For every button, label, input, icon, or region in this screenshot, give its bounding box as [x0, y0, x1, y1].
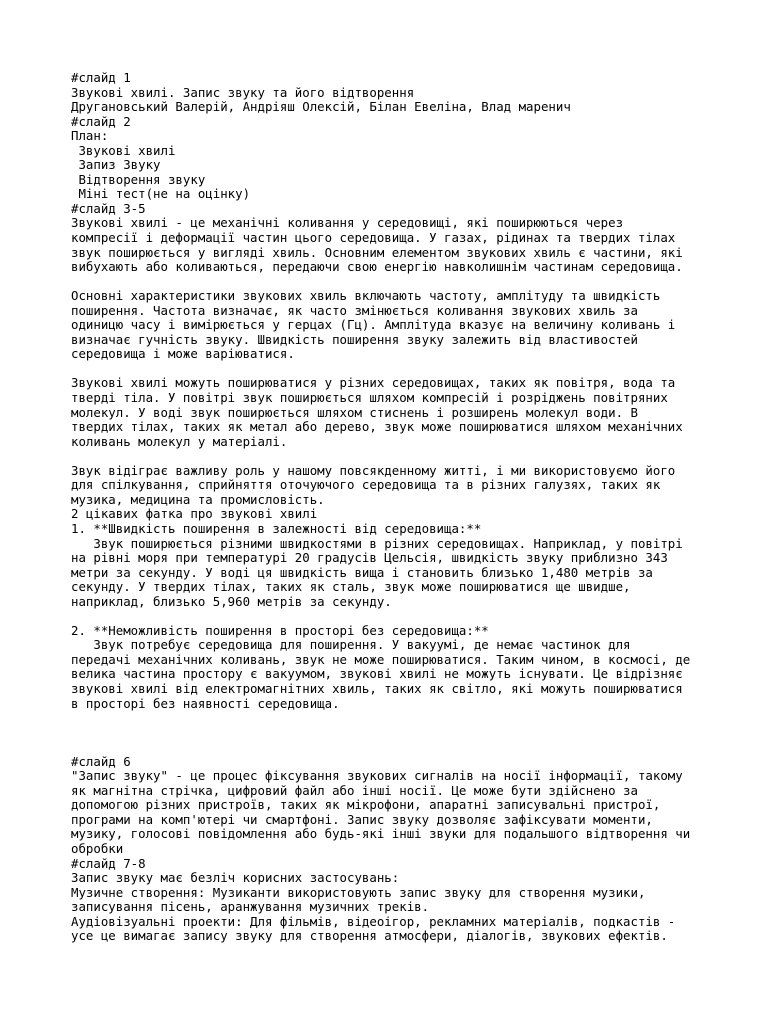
text-line: звукові хвилі від електромагнітних хвиль, таких як світло, які можуть поширюватися: [71, 680, 683, 696]
text-line: тверді тіла. У повітрі звук поширюється шляхом компресій і розріджень повітряних: [71, 390, 668, 406]
text-line: як магнітна стрічка, цифровий файл або інші носії. Це може бути здійснено за: [71, 782, 638, 798]
text-line: компресії і деформації частин цього середовища. У газах, рідинах та твердих тілах: [71, 230, 676, 246]
blank-line: [71, 740, 711, 755]
text-line: 2. **Неможливість поширення в просторі без середовища:**: [71, 622, 489, 638]
text-line: передачі механічних коливань, звук не може поширюватися. Таким чином, в космосі, де: [71, 651, 691, 667]
text-line: коливань молекул у матеріалі.: [71, 433, 288, 449]
text-line: Основні характеристики звукових хвиль включають частоту, амплітуду та швидкість: [71, 288, 661, 304]
blank-line: [71, 362, 711, 377]
text-line: музику, голосові повідомлення або будь-які інші звуки для подальшого відтворення чи: [71, 826, 691, 842]
text-line: Звукові хвилі. Запис звуку та його відтворення: [71, 84, 415, 100]
slide-marker: #слайд 6: [71, 753, 131, 769]
text-line: вибухають або коливаються, передаючи свою енергію навколишнім частинам середовища.: [71, 259, 683, 275]
text-line: Звукові хвилі: [71, 142, 176, 158]
text-line: для спілкування, сприйняття оточуючого середовища та в різних галузях, таких як: [71, 477, 661, 493]
text-line: музика, медицина та промисловість.: [71, 491, 325, 507]
text-line: Міні тест(не на оцінку): [71, 186, 251, 202]
blank-line: [71, 609, 711, 624]
blank-line: [71, 711, 711, 726]
text-line: допомогою різних пристроїв, таких як мікрофони, апаратні записувальні пристрої,: [71, 797, 661, 813]
text-line: Звук потребує середовища для поширення. У вакуумі, де немає частинок для: [71, 637, 631, 653]
text-line: середовища і може варіюватися.: [71, 346, 295, 362]
text-line: записування пісень, аранжування музичних треків.: [71, 899, 430, 915]
text-line: Запиз Звуку: [71, 157, 161, 173]
slide-marker: #слайд 3-5: [71, 200, 146, 216]
text-line: на рівні моря при температурі 20 градусів Цельсія, швидкість звуку приблизно 343: [71, 550, 668, 566]
text-line: поширення. Частота визначає, як часто змінюється коливання звукових хвиль за: [71, 302, 638, 318]
slide-marker: #слайд 2: [71, 113, 131, 129]
text-line: метри за секунду. У воді ця швидкість вища і становить близько 1,480 метрів за: [71, 564, 653, 580]
text-line: Другановський Валерій, Андріяш Олексій, Білан Евеліна, Влад маренич: [71, 99, 571, 115]
text-line: Аудіовізуальні проекти: Для фільмів, відеоігор, рекламних матеріалів, подкастів -: [71, 913, 676, 929]
text-line: Звукові хвилі - це механічні коливання у середовищі, які поширюються через: [71, 215, 624, 231]
text-line: Запис звуку має безліч корисних застосувань:: [71, 870, 400, 886]
text-line: обробки: [71, 840, 124, 856]
blank-line: [71, 275, 711, 290]
slide-marker: #слайд 7-8: [71, 855, 146, 871]
text-line: велика частина простору є вакуумом, звукові хвилі не можуть існувати. Це відрізняє: [71, 666, 683, 682]
text-line: Звук відіграє важливу роль у нашому повсякденному житті, і ми використовуємо його: [71, 462, 676, 478]
text-line: молекул. У воді звук поширюється шляхом стиснень і розширень молекул води. В: [71, 404, 638, 420]
text-line: усе це вимагає запису звуку для створення атмосфери, діалогів, звукових ефектів.: [71, 928, 668, 944]
text-line: наприклад, близько 5,960 метрів за секунду.: [71, 593, 392, 609]
text-line: 1. **Швидкість поширення в залежності від середовища:**: [71, 520, 482, 536]
text-line: секунду. У твердих тілах, таких як сталь, звук може поширюватися ще швидше,: [71, 579, 631, 595]
text-line: звук поширюється у вигляді хвиль. Основним елементом звукових хвиль є частини, які: [71, 244, 683, 260]
text-line: Звукові хвилі можуть поширюватися у різних середовищах, таких як повітря, вода та: [71, 375, 676, 391]
blank-line: [71, 726, 711, 741]
text-line: Звук поширюється різними швидкостями в різних середовищах. Наприклад, у повітрі: [71, 535, 683, 551]
text-line: одиницю часу і вимірюється у герцах (Гц). Амплітуда вказує на величину коливань і: [71, 317, 676, 333]
text-line: План:: [71, 128, 109, 144]
text-line: програми на комп'ютері чи смартфоні. Запис звуку дозволяє зафіксувати моменти,: [71, 811, 653, 827]
blank-line: [71, 449, 711, 464]
text-line: твердих тілах, таких як метал або дерево, звук може поширюватися шляхом механічних: [71, 419, 683, 435]
document-body: [71, 71, 711, 944]
text-line: "Запис звуку" - це процес фіксування звукових сигналів на носії інформації, такому: [71, 768, 683, 784]
text-line: Музичне створення: Музиканти використовують запис звуку для створення музики,: [71, 884, 646, 900]
text-line: Відтворення звуку: [71, 171, 206, 187]
text-line: 2 цікавих фатка про звукові хвилі: [71, 506, 318, 522]
slide-marker: #слайд 1: [71, 70, 131, 85]
text-line: визначає гучність звуку. Швидкість поширення звуку залежить від властивостей: [71, 331, 638, 347]
text-line: в просторі без наявності середовища.: [71, 695, 340, 711]
